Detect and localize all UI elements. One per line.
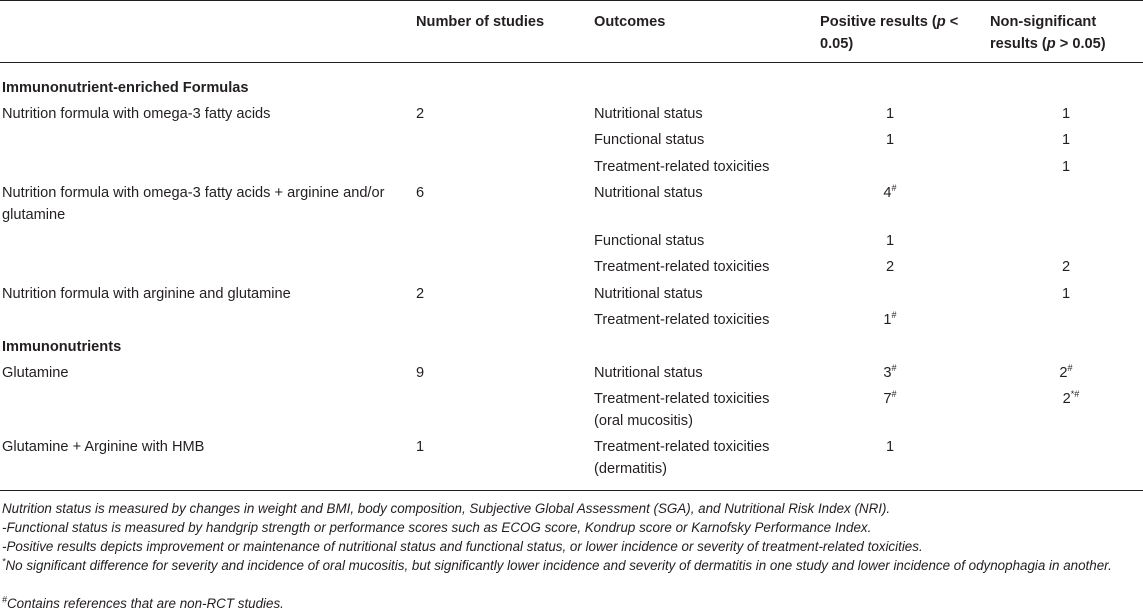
positive-cell: 1 [885,106,895,122]
group-studies: 6 [416,185,425,201]
footnote-marker: # [891,363,897,374]
positive-cell: 1 [885,132,895,148]
nonsig-cell: 2 [1061,259,1071,275]
header-non-significant-results: Non-significant results (p > 0.05) [990,14,1106,52]
nonsig-cell [1046,388,1096,410]
positive-value: 3 [883,365,892,381]
group-studies: 2 [416,106,425,122]
footnote-marker: # [2,594,8,605]
positive-value: 7 [883,391,892,407]
group-label: Nutrition formula with omega-3 fatty acids + arginine and/or glutamine [2,185,385,223]
positive-cell: 2 [885,259,895,275]
positive-cell [870,309,910,331]
positive-cell [870,362,910,384]
outcome-cell: Functional status [594,132,705,148]
outcome-cell: Nutritional status [594,106,703,122]
group-label: Glutamine + Arginine with HMB [2,439,205,455]
bottom-rule [0,490,1143,491]
positive-cell: 1 [885,439,895,455]
top-rule [0,0,1143,1]
nonsig-value: 2 [1059,365,1068,381]
outcome-cell: Treatment-related toxicities (oral mucositis) [594,391,770,429]
outcome-cell: Treatment-related toxicities [594,159,770,175]
footnote-text: Contains references that are non-RCT studies. [7,596,284,611]
group-studies: 1 [416,439,425,455]
footnote-marker: # [891,310,897,321]
footnote [2,557,1142,575]
section-title: Immunonutrients [2,339,122,355]
positive-value: 4 [883,185,892,201]
group-label: Nutrition formula with arginine and glutamine [2,286,291,302]
header-outcomes: Outcomes [594,14,666,30]
footnote-marker: # [891,389,897,400]
group-label: Nutrition formula with omega-3 fatty acids [2,106,271,122]
outcome-cell: Nutritional status [594,286,703,302]
footnote-marker: * [2,556,6,567]
nonsig-value: 2 [1062,391,1071,407]
footnote: -Functional status is measured by handgrip strength or performance scores such as ECOG score, Kondrup score or Karnofsky Performance Index. [2,520,872,535]
positive-cell: 1 [885,233,895,249]
nonsig-cell: 1 [1061,132,1071,148]
group-studies: 2 [416,286,425,302]
group-label: Glutamine [2,365,69,381]
footnote-marker: # [891,183,897,194]
nonsig-cell: 1 [1061,159,1071,175]
outcome-cell: Treatment-related toxicities (dermatitis) [594,439,770,477]
nonsig-cell [1046,362,1086,384]
outcome-cell: Treatment-related toxicities [594,259,770,275]
nonsig-cell: 1 [1061,106,1071,122]
outcome-cell: Functional status [594,233,705,249]
header-number-of-studies: Number of studies [416,14,545,30]
nonsig-cell: 1 [1061,286,1071,302]
header-positive-results: Positive results (p < 0.05) [820,14,959,52]
outcome-cell: Nutritional status [594,365,703,381]
footnote-marker: *# [1070,389,1080,400]
footnote-marker: # [1067,363,1073,374]
footnote [2,595,284,613]
outcome-cell: Treatment-related toxicities [594,312,770,328]
positive-cell [870,388,910,410]
positive-cell [870,182,910,204]
footnote-text: No significant difference for severity and incidence of oral mucositis, but significantly lower incidence and severity of dermatitis in one study and lower incidence of odynophagia in another. [5,558,1112,573]
positive-value: 1 [883,312,892,328]
header-rule [0,62,1143,63]
outcome-cell: Nutritional status [594,185,703,201]
section-title: Immunonutrient-enriched Formulas [2,80,249,96]
group-studies: 9 [416,365,425,381]
footnote: -Positive results depicts improvement or maintenance of nutritional status and functional status, or lower incidence or severity of treatment-related toxicities. [2,539,923,554]
footnote: Nutrition status is measured by changes in weight and BMI, body composition, Subjective Global Assessment (SGA), and Nutritional Risk Index (NRI). [2,501,891,516]
